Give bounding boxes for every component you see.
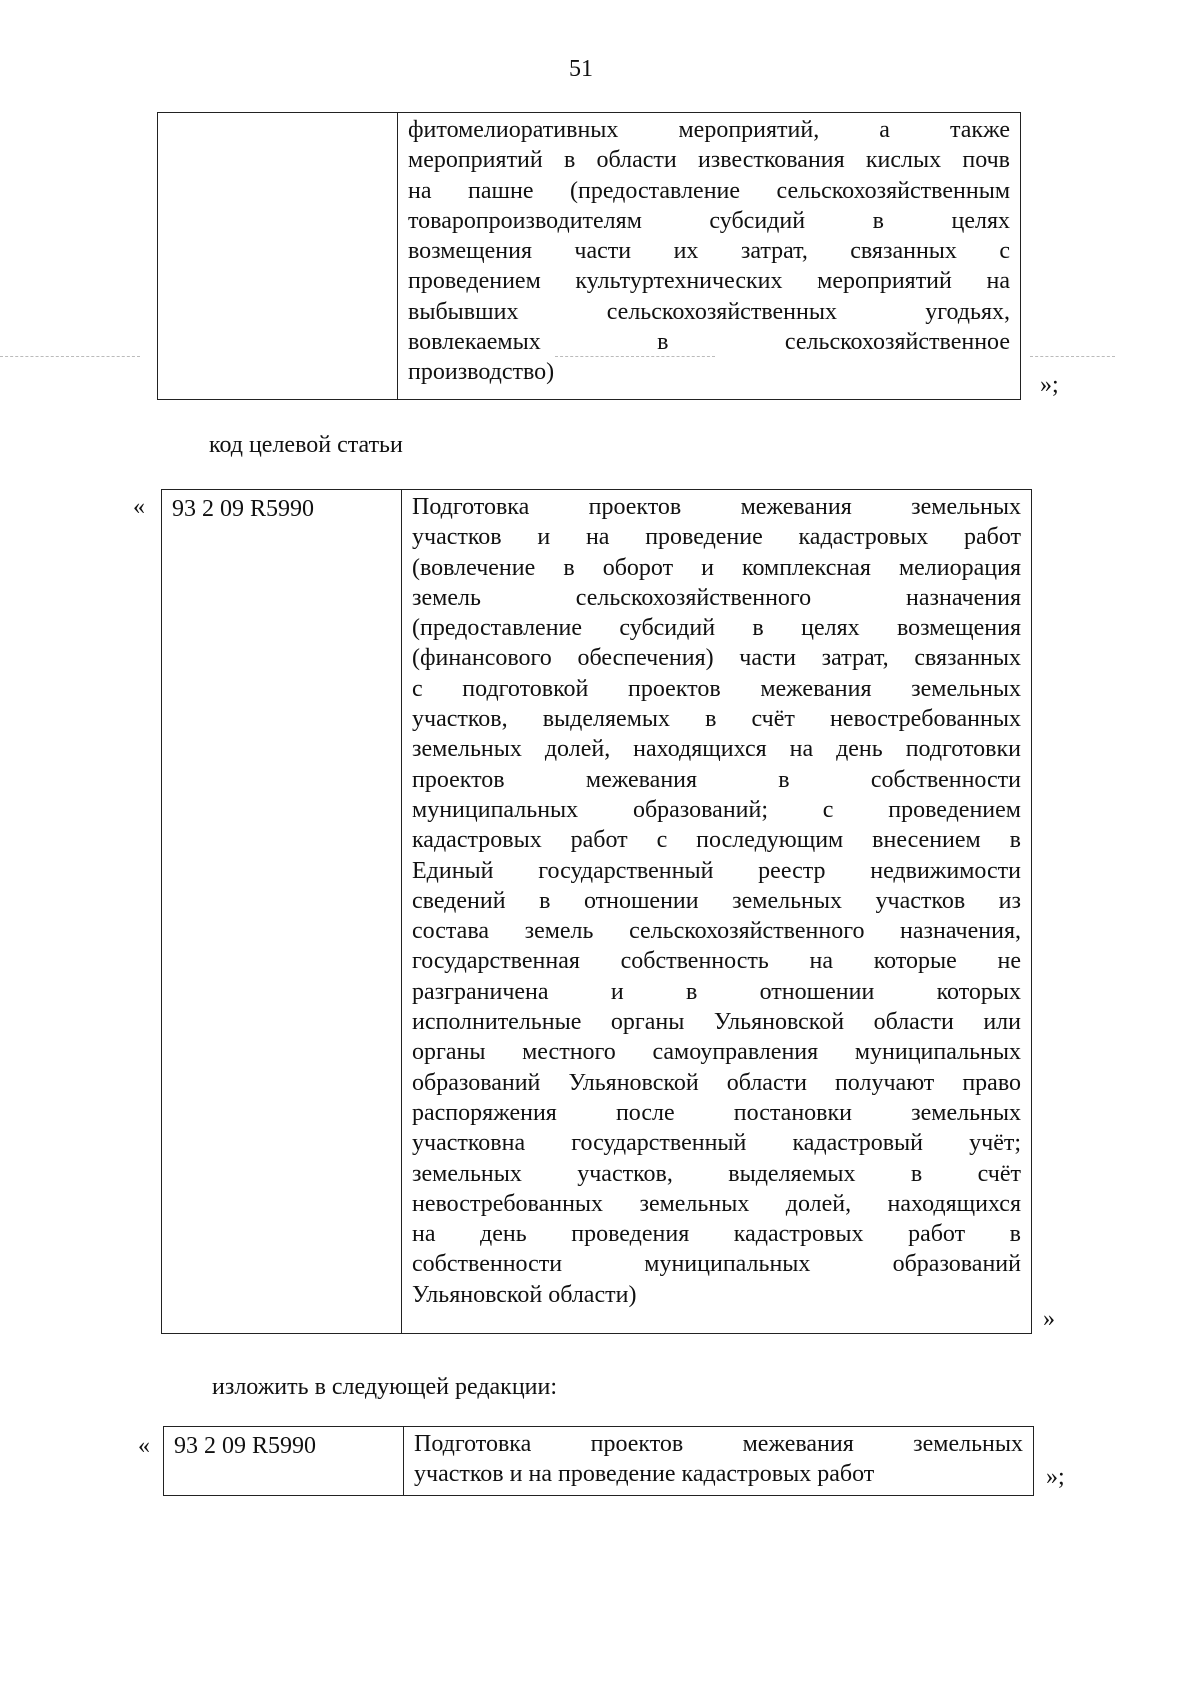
opening-quote: «: [133, 494, 145, 520]
text-line: участков и на проведение кадастровых работ: [414, 1461, 875, 1488]
text-line: органы местного самоуправления муниципальных: [412, 1039, 1021, 1066]
closing-quote: »;: [1046, 1464, 1065, 1490]
text-line: земель сельскохозяйственного назначения: [412, 584, 1021, 611]
text-line: муниципальных образований; с проведением: [412, 796, 1021, 823]
description-cell: [398, 113, 1020, 399]
text-line: собственности муниципальных образований: [412, 1251, 1021, 1278]
page-number: 51: [569, 56, 593, 82]
code-cell: [158, 113, 398, 399]
closing-quote: »;: [1040, 372, 1059, 398]
description-cell: [404, 1427, 1033, 1495]
text-line: разграничена и в отношении которых: [412, 978, 1021, 1005]
text-line: участков и на проведение кадастровых работ: [412, 524, 1021, 551]
text-line: кадастровых работ с последующим внесением в: [412, 827, 1021, 854]
label-target-code: код целевой статьи: [209, 432, 403, 458]
text-line: исполнительные органы Ульяновской области или: [412, 1009, 1021, 1036]
text-line: участковна государственный кадастровый учёт;: [412, 1130, 1021, 1157]
text-line: Ульяновской области): [412, 1281, 637, 1308]
text-line: товаропроизводителям субсидий в целях: [408, 207, 1010, 234]
text-line: государственная собственность на которые не: [412, 948, 1021, 975]
text-line: возмещения части их затрат, связанных с: [408, 238, 1010, 265]
text-line: производство): [408, 359, 555, 386]
text-line: Подготовка проектов межевания земельных: [414, 1431, 1023, 1457]
text-line: состава земель сельскохозяйственного назначения,: [412, 918, 1021, 945]
description-cell: [402, 490, 1031, 1333]
text-line: вовлекаемых в сельскохозяйственное: [408, 329, 1010, 356]
text-line: проведением культуртехнических мероприятий на: [408, 268, 1010, 295]
table-fragment-top: [157, 112, 1021, 400]
text-line: участков, выделяемых в счёт невостребованных: [412, 706, 1021, 733]
scan-artifact-left: [0, 356, 140, 357]
text-line: (предоставление субсидий в целях возмещения: [412, 615, 1021, 642]
text-line: на день проведения кадастровых работ в: [412, 1221, 1021, 1248]
text-line: проектов межевания в собственности: [412, 766, 1021, 793]
text-line: с подготовкой проектов межевания земельных: [412, 675, 1021, 702]
scan-artifact-right: [1030, 356, 1115, 357]
text-line: фитомелиоративных мероприятий, а также: [408, 117, 1010, 143]
text-line: образований Ульяновской области получают право: [412, 1069, 1021, 1096]
text-line: Подготовка проектов межевания земельных: [412, 494, 1021, 520]
text-line: невостребованных земельных долей, находящихся: [412, 1190, 1021, 1217]
code-cell: 93 2 09 R5990: [162, 490, 402, 1333]
code-cell: 93 2 09 R5990: [164, 1427, 404, 1495]
opening-quote: «: [138, 1433, 150, 1459]
text-line: на пашне (предоставление сельскохозяйственным: [408, 177, 1010, 204]
table-target-article-new: [163, 1426, 1034, 1496]
text-line: земельных участков, выделяемых в счёт: [412, 1160, 1021, 1187]
text-line: выбывших сельскохозяйственных угодьях,: [408, 298, 1010, 325]
table-target-article-current: [161, 489, 1032, 1334]
text-line: мероприятий в области известкования кислых почв: [408, 147, 1010, 174]
text-line: (вовлечение в оборот и комплексная мелиорация: [412, 554, 1021, 581]
text-line: сведений в отношении земельных участков из: [412, 887, 1021, 914]
text-line: распоряжения после постановки земельных: [412, 1099, 1021, 1126]
text-line: Единый государственный реестр недвижимости: [412, 857, 1021, 884]
text-line: земельных долей, находящихся на день подготовки: [412, 736, 1021, 763]
text-line: (финансового обеспечения) части затрат, связанных: [412, 645, 1021, 672]
closing-quote: »: [1043, 1306, 1055, 1332]
label-new-edition: изложить в следующей редакции:: [212, 1374, 558, 1400]
